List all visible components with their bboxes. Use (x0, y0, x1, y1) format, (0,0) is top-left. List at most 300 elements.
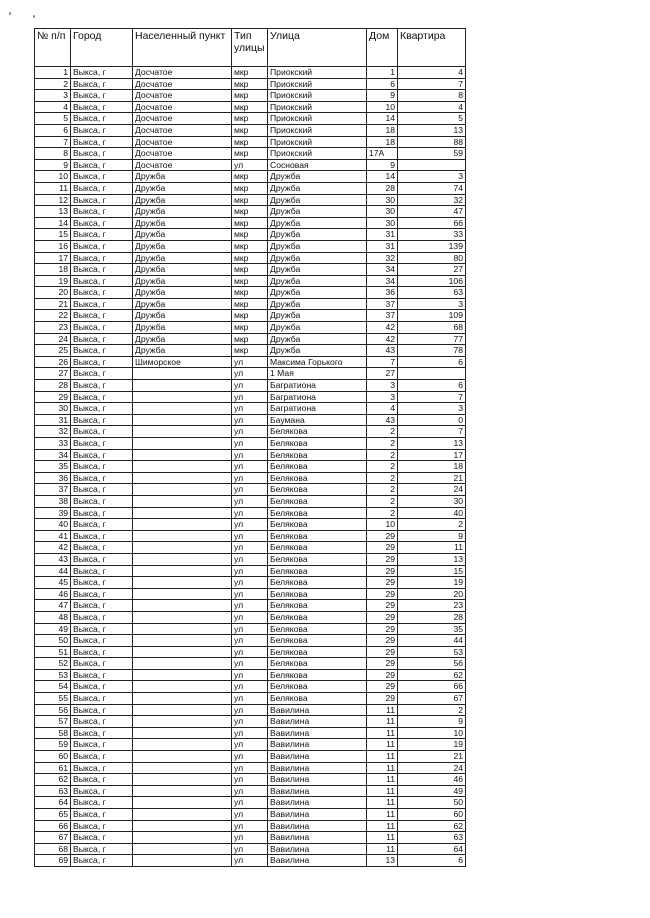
cell-locality (133, 843, 232, 855)
cell-city: Выкса, г (71, 148, 133, 160)
cell-street: Белякова (268, 669, 367, 681)
table-row (35, 681, 466, 693)
table-row (35, 322, 466, 334)
cell-street: Баумана (268, 414, 367, 426)
cell-locality: Дружба (133, 322, 232, 334)
cell-street-type: мкр (232, 148, 268, 160)
cell-city: Выкса, г (71, 820, 133, 832)
cell-city: Выкса, г (71, 635, 133, 647)
cell-locality: Дружба (133, 333, 232, 345)
cell-house: 42 (367, 333, 398, 345)
cell-city: Выкса, г (71, 113, 133, 125)
cell-street-type: мкр (232, 206, 268, 218)
cell-number: 24 (35, 333, 71, 345)
table-row (35, 90, 466, 102)
cell-street-type: ул (232, 669, 268, 681)
cell-street-type: ул (232, 727, 268, 739)
cell-apartment: 13 (398, 438, 466, 450)
cell-street-type: мкр (232, 182, 268, 194)
cell-street: Дружба (268, 229, 367, 241)
cell-street-type: ул (232, 356, 268, 368)
cell-house: 37 (367, 298, 398, 310)
address-table (34, 28, 466, 867)
cell-city: Выкса, г (71, 600, 133, 612)
cell-apartment: 8 (398, 90, 466, 102)
cell-locality: Дружба (133, 229, 232, 241)
cell-street-type: ул (232, 553, 268, 565)
cell-street: Вавилина (268, 727, 367, 739)
cell-house: 29 (367, 530, 398, 542)
cell-number: 43 (35, 553, 71, 565)
cell-street: Дружба (268, 345, 367, 357)
cell-street: Багратиона (268, 380, 367, 392)
cell-locality (133, 727, 232, 739)
cell-street-type: ул (232, 820, 268, 832)
cell-apartment: 9 (398, 530, 466, 542)
cell-street: Дружба (268, 194, 367, 206)
cell-locality: Дружба (133, 287, 232, 299)
cell-city: Выкса, г (71, 507, 133, 519)
cell-street-type: ул (232, 658, 268, 670)
cell-street: Вавилина (268, 716, 367, 728)
table-row (35, 484, 466, 496)
cell-number: 69 (35, 855, 71, 867)
cell-number: 9 (35, 159, 71, 171)
cell-locality: Дружба (133, 217, 232, 229)
cell-street: Приокский (268, 148, 367, 160)
table-row (35, 553, 466, 565)
cell-city: Выкса, г (71, 287, 133, 299)
cell-street: Белякова (268, 449, 367, 461)
table-row (35, 809, 466, 821)
cell-house: 29 (367, 600, 398, 612)
cell-street-type: мкр (232, 264, 268, 276)
cell-street-type: ул (232, 530, 268, 542)
cell-locality: Дружба (133, 182, 232, 194)
cell-city: Выкса, г (71, 704, 133, 716)
cell-apartment: 6 (398, 855, 466, 867)
cell-house: 6 (367, 78, 398, 90)
table-row (35, 252, 466, 264)
table-row (35, 623, 466, 635)
table-row (35, 229, 466, 241)
cell-number: 31 (35, 414, 71, 426)
cell-house: 11 (367, 751, 398, 763)
cell-number: 33 (35, 438, 71, 450)
cell-locality (133, 785, 232, 797)
cell-apartment: 50 (398, 797, 466, 809)
cell-house: 30 (367, 217, 398, 229)
cell-city: Выкса, г (71, 646, 133, 658)
table-row (35, 820, 466, 832)
cell-street: Белякова (268, 542, 367, 554)
cell-city: Выкса, г (71, 345, 133, 357)
scan-speck (33, 15, 35, 18)
cell-house: 29 (367, 611, 398, 623)
table-row (35, 472, 466, 484)
cell-apartment: 28 (398, 611, 466, 623)
cell-locality: Шиморское (133, 356, 232, 368)
cell-city: Выкса, г (71, 785, 133, 797)
cell-city: Выкса, г (71, 449, 133, 461)
cell-apartment: 80 (398, 252, 466, 264)
cell-house: 9 (367, 90, 398, 102)
cell-street-type: ул (232, 368, 268, 380)
cell-number: 37 (35, 484, 71, 496)
cell-house: 14 (367, 113, 398, 125)
cell-street: Белякова (268, 693, 367, 705)
cell-street-type: ул (232, 751, 268, 763)
col-header-city: Город (71, 29, 133, 67)
cell-house: 29 (367, 553, 398, 565)
cell-apartment: 10 (398, 727, 466, 739)
table-row (35, 194, 466, 206)
cell-apartment: 19 (398, 577, 466, 589)
cell-locality (133, 693, 232, 705)
cell-city: Выкса, г (71, 182, 133, 194)
cell-city: Выкса, г (71, 472, 133, 484)
table-row (35, 426, 466, 438)
cell-street-type: мкр (232, 78, 268, 90)
cell-street-type: ул (232, 716, 268, 728)
table-row (35, 762, 466, 774)
table-row (35, 310, 466, 322)
cell-apartment: 7 (398, 391, 466, 403)
table-row (35, 136, 466, 148)
cell-city: Выкса, г (71, 391, 133, 403)
cell-city: Выкса, г (71, 67, 133, 79)
cell-street-type: ул (232, 785, 268, 797)
cell-street: Белякова (268, 438, 367, 450)
table-row (35, 101, 466, 113)
cell-street-type: ул (232, 843, 268, 855)
cell-city: Выкса, г (71, 762, 133, 774)
cell-city: Выкса, г (71, 797, 133, 809)
cell-locality: Дружба (133, 206, 232, 218)
cell-city: Выкса, г (71, 739, 133, 751)
cell-street-type: ул (232, 542, 268, 554)
cell-locality: Досчатое (133, 124, 232, 136)
table-row (35, 264, 466, 276)
cell-house: 11 (367, 704, 398, 716)
cell-house: 3 (367, 391, 398, 403)
table-row (35, 171, 466, 183)
cell-street-type: мкр (232, 67, 268, 79)
cell-city: Выкса, г (71, 426, 133, 438)
cell-locality: Досчатое (133, 136, 232, 148)
cell-apartment: 4 (398, 67, 466, 79)
cell-street: Приокский (268, 113, 367, 125)
cell-number: 19 (35, 275, 71, 287)
cell-street: Сосновая (268, 159, 367, 171)
cell-house: 2 (367, 438, 398, 450)
cell-locality (133, 681, 232, 693)
cell-number: 28 (35, 380, 71, 392)
cell-street-type: мкр (232, 101, 268, 113)
table-row (35, 507, 466, 519)
cell-apartment: 40 (398, 507, 466, 519)
cell-apartment: 139 (398, 240, 466, 252)
cell-apartment: 88 (398, 136, 466, 148)
cell-city: Выкса, г (71, 194, 133, 206)
cell-street: Белякова (268, 565, 367, 577)
table-row (35, 182, 466, 194)
cell-street-type: ул (232, 484, 268, 496)
cell-number: 13 (35, 206, 71, 218)
cell-locality (133, 368, 232, 380)
cell-house: 29 (367, 669, 398, 681)
table-header-row (35, 29, 466, 67)
cell-apartment: 15 (398, 565, 466, 577)
cell-street: Дружба (268, 298, 367, 310)
cell-street: Вавилина (268, 820, 367, 832)
cell-house: 37 (367, 310, 398, 322)
cell-house: 34 (367, 264, 398, 276)
cell-apartment: 4 (398, 101, 466, 113)
cell-street: Дружба (268, 310, 367, 322)
cell-apartment: 30 (398, 495, 466, 507)
cell-street-type: мкр (232, 287, 268, 299)
cell-number: 15 (35, 229, 71, 241)
cell-street-type: мкр (232, 275, 268, 287)
cell-apartment: 3 (398, 171, 466, 183)
col-header-street: Улица (268, 29, 367, 67)
cell-street-type: мкр (232, 252, 268, 264)
cell-apartment: 0 (398, 414, 466, 426)
cell-locality (133, 472, 232, 484)
cell-street: Белякова (268, 600, 367, 612)
cell-city: Выкса, г (71, 403, 133, 415)
cell-street: Приокский (268, 124, 367, 136)
cell-locality: Дружба (133, 252, 232, 264)
cell-street: Вавилина (268, 809, 367, 821)
cell-city: Выкса, г (71, 380, 133, 392)
cell-number: 11 (35, 182, 71, 194)
cell-street-type: ул (232, 774, 268, 786)
cell-locality (133, 530, 232, 542)
cell-locality (133, 716, 232, 728)
cell-house: 11 (367, 785, 398, 797)
cell-number: 62 (35, 774, 71, 786)
cell-street: Дружба (268, 240, 367, 252)
table-row (35, 565, 466, 577)
cell-house: 29 (367, 623, 398, 635)
table-row (35, 345, 466, 357)
table-row (35, 542, 466, 554)
cell-apartment: 109 (398, 310, 466, 322)
table-row (35, 600, 466, 612)
cell-city: Выкса, г (71, 774, 133, 786)
cell-street-type: ул (232, 159, 268, 171)
cell-locality (133, 403, 232, 415)
cell-number: 1 (35, 67, 71, 79)
cell-locality: Досчатое (133, 67, 232, 79)
cell-street: Вавилина (268, 832, 367, 844)
cell-city: Выкса, г (71, 333, 133, 345)
cell-apartment: 78 (398, 345, 466, 357)
cell-number: 32 (35, 426, 71, 438)
cell-number: 50 (35, 635, 71, 647)
table-row (35, 635, 466, 647)
table-row (35, 380, 466, 392)
table-row (35, 275, 466, 287)
cell-street-type: ул (232, 623, 268, 635)
cell-locality (133, 438, 232, 450)
cell-street: Вавилина (268, 774, 367, 786)
cell-locality (133, 507, 232, 519)
cell-city: Выкса, г (71, 78, 133, 90)
cell-number: 35 (35, 461, 71, 473)
cell-street-type: ул (232, 635, 268, 647)
cell-city: Выкса, г (71, 716, 133, 728)
cell-house: 7 (367, 356, 398, 368)
table-row (35, 438, 466, 450)
cell-number: 6 (35, 124, 71, 136)
cell-house: 11 (367, 716, 398, 728)
cell-house: 31 (367, 240, 398, 252)
cell-house: 30 (367, 194, 398, 206)
cell-house: 3 (367, 380, 398, 392)
cell-street-type: ул (232, 611, 268, 623)
cell-locality (133, 553, 232, 565)
col-header-street-type: Тип улицы (232, 29, 268, 67)
cell-city: Выкса, г (71, 298, 133, 310)
cell-street: Белякова (268, 519, 367, 531)
cell-number: 10 (35, 171, 71, 183)
table-row (35, 797, 466, 809)
cell-city: Выкса, г (71, 855, 133, 867)
cell-number: 36 (35, 472, 71, 484)
cell-number: 52 (35, 658, 71, 670)
cell-street: Дружба (268, 264, 367, 276)
cell-locality: Досчатое (133, 90, 232, 102)
cell-house: 29 (367, 635, 398, 647)
cell-apartment: 49 (398, 785, 466, 797)
cell-locality (133, 832, 232, 844)
table-row (35, 577, 466, 589)
cell-street: Белякова (268, 426, 367, 438)
cell-house: 29 (367, 542, 398, 554)
cell-street: Дружба (268, 252, 367, 264)
table-row (35, 727, 466, 739)
cell-city: Выкса, г (71, 519, 133, 531)
cell-apartment: 68 (398, 322, 466, 334)
table-body (35, 67, 466, 867)
cell-apartment: 62 (398, 820, 466, 832)
cell-street-type: ул (232, 472, 268, 484)
cell-street-type: ул (232, 809, 268, 821)
cell-apartment: 7 (398, 426, 466, 438)
cell-apartment: 21 (398, 472, 466, 484)
cell-house: 2 (367, 461, 398, 473)
cell-street-type: ул (232, 565, 268, 577)
cell-street: Белякова (268, 646, 367, 658)
cell-street-type: ул (232, 855, 268, 867)
cell-locality (133, 797, 232, 809)
cell-apartment: 66 (398, 217, 466, 229)
cell-street: Белякова (268, 495, 367, 507)
cell-street: Дружба (268, 217, 367, 229)
cell-apartment: 53 (398, 646, 466, 658)
cell-street-type: ул (232, 704, 268, 716)
cell-house: 18 (367, 124, 398, 136)
cell-street: Приокский (268, 67, 367, 79)
col-header-house: Дом (367, 29, 398, 67)
cell-apartment: 33 (398, 229, 466, 241)
cell-street: Вавилина (268, 855, 367, 867)
cell-apartment: 3 (398, 298, 466, 310)
cell-street-type: мкр (232, 298, 268, 310)
cell-street-type: мкр (232, 113, 268, 125)
cell-street: Белякова (268, 530, 367, 542)
cell-street-type: мкр (232, 310, 268, 322)
cell-house: 9 (367, 159, 398, 171)
cell-number: 53 (35, 669, 71, 681)
cell-apartment: 5 (398, 113, 466, 125)
cell-apartment: 11 (398, 542, 466, 554)
table-row (35, 159, 466, 171)
table-row (35, 716, 466, 728)
cell-house: 43 (367, 345, 398, 357)
table-row (35, 240, 466, 252)
cell-locality (133, 809, 232, 821)
cell-city: Выкса, г (71, 101, 133, 113)
cell-number: 56 (35, 704, 71, 716)
cell-number: 54 (35, 681, 71, 693)
table-row (35, 519, 466, 531)
cell-apartment: 64 (398, 843, 466, 855)
table-row (35, 113, 466, 125)
cell-house: 29 (367, 565, 398, 577)
cell-number: 30 (35, 403, 71, 415)
cell-apartment: 63 (398, 287, 466, 299)
cell-street: Приокский (268, 90, 367, 102)
table-row (35, 843, 466, 855)
table-row (35, 414, 466, 426)
cell-locality (133, 519, 232, 531)
cell-house: 32 (367, 252, 398, 264)
cell-house: 13 (367, 855, 398, 867)
table-row (35, 693, 466, 705)
cell-apartment: 35 (398, 623, 466, 635)
cell-house: 11 (367, 739, 398, 751)
table-row (35, 785, 466, 797)
cell-street-type: мкр (232, 229, 268, 241)
cell-street: Белякова (268, 635, 367, 647)
cell-city: Выкса, г (71, 264, 133, 276)
cell-house: 10 (367, 101, 398, 113)
table-row (35, 588, 466, 600)
cell-number: 4 (35, 101, 71, 113)
cell-city: Выкса, г (71, 681, 133, 693)
cell-apartment: 13 (398, 553, 466, 565)
col-header-number: № п/п (35, 29, 71, 67)
cell-locality (133, 461, 232, 473)
col-header-apartment: Квартира (398, 29, 466, 67)
cell-street-type: ул (232, 519, 268, 531)
cell-city: Выкса, г (71, 843, 133, 855)
cell-house: 2 (367, 449, 398, 461)
cell-number: 14 (35, 217, 71, 229)
cell-locality (133, 774, 232, 786)
cell-number: 45 (35, 577, 71, 589)
table-row (35, 391, 466, 403)
cell-street: Дружба (268, 333, 367, 345)
table-row (35, 461, 466, 473)
cell-number: 65 (35, 809, 71, 821)
cell-apartment: 63 (398, 832, 466, 844)
cell-number: 58 (35, 727, 71, 739)
